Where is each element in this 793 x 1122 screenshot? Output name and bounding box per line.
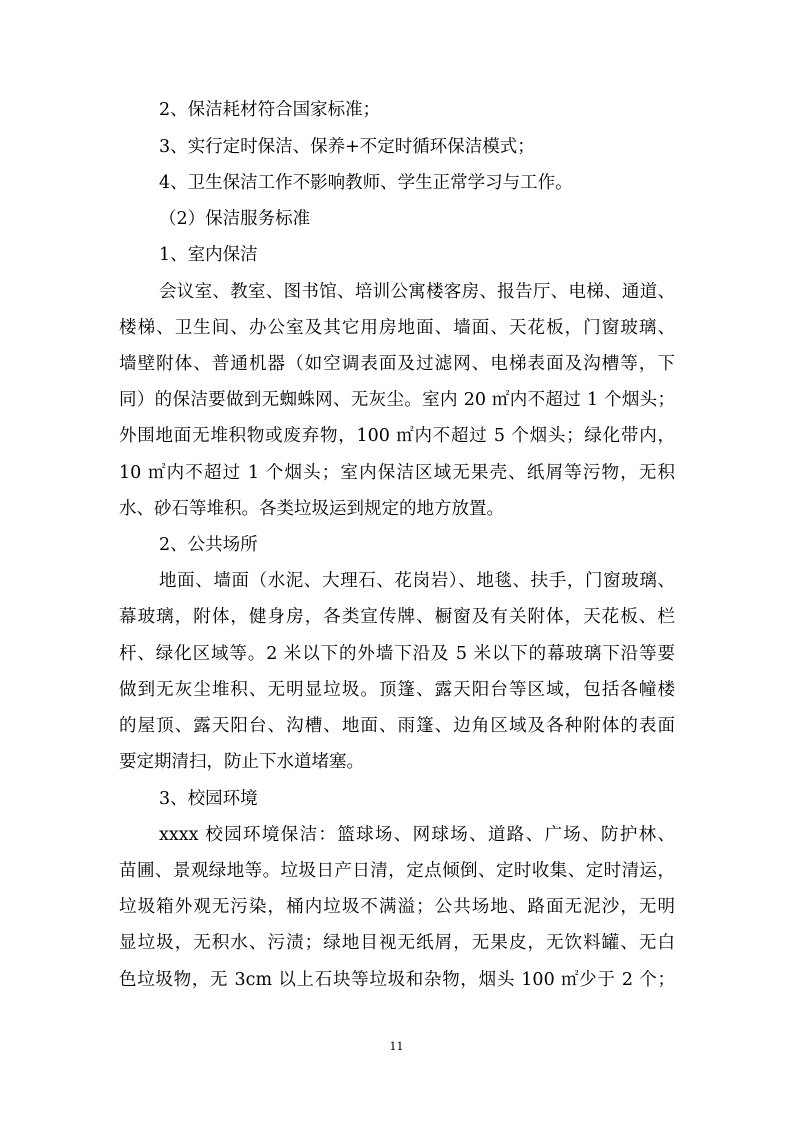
text-line: 苗圃、景观绿地等。垃圾日产日清，定点倾倒、定时收集、定时清运，: [119, 861, 675, 881]
text-line: 2、保洁耗材符合国家标准；: [159, 100, 381, 120]
text-line: 同）的保洁要做到无蜘蛛网、无灰尘。室内 20 ㎡内不超过 1 个烟头；: [119, 390, 675, 410]
text-line: 的屋顶、露天阳台、沟槽、地面、雨篷、边角区域及各种附体的表面: [119, 716, 675, 736]
text-line: 显垃圾，无积水、污渍；绿地目视无纸屑，无果皮，无饮料罐、无白: [119, 933, 675, 953]
text-line: 外围地面无堆积物或废弃物，100 ㎡内不超过 5 个烟头；绿化带内，: [119, 426, 675, 446]
text-line: 地面、墙面（水泥、大理石、花岗岩）、地毯、扶手，门窗玻璃、: [159, 571, 675, 591]
text-line: 4、卫生保洁工作不影响教师、学生正常学习与工作。: [159, 173, 573, 193]
text-line: 3、实行定时保洁、保养+不定时循环保洁模式；: [159, 137, 535, 157]
subsection-heading: 2、公共场所: [159, 535, 258, 555]
text-line: 水、砂石等堆积。各类垃圾运到规定的地方放置。: [119, 499, 504, 519]
text-line: 墙壁附体、普通机器（如空调表面及过滤网、电梯表面及沟槽等，下: [119, 354, 675, 374]
text-line: 楼梯、卫生间、办公室及其它用房地面、墙面、天花板，门窗玻璃、: [119, 318, 675, 338]
text-line: 做到无灰尘堆积、无明显垃圾。顶篷、露天阳台等区域，包括各幢楼: [119, 680, 675, 700]
text-line: 10 ㎡内不超过 1 个烟头；室内保洁区域无果壳、纸屑等污物，无积: [119, 463, 675, 483]
text-line: xxxx 校园环境保洁：篮球场、网球场、道路、广场、防护林、: [159, 825, 675, 845]
subsection-heading: 1、室内保洁: [159, 245, 258, 265]
section-heading: （2）保洁服务标准: [159, 209, 311, 229]
page-number: 11: [389, 1040, 404, 1053]
text-line: 色垃圾物，无 3cm 以上石块等垃圾和杂物，烟头 100 ㎡少于 2 个；: [119, 970, 675, 990]
text-line: 会议室、教室、图书馆、培训公寓楼客房、报告厅、电梯、通道、: [159, 282, 675, 302]
text-line: 幕玻璃，附体，健身房，各类宣传牌、橱窗及有关附体，天花板、栏: [119, 607, 675, 627]
text-line: 垃圾箱外观无污染，桶内垃圾不满溢；公共场地、路面无泥沙，无明: [119, 897, 675, 917]
text-line: 杆、绿化区域等。2 米以下的外墙下沿及 5 米以下的幕玻璃下沿等要: [119, 644, 675, 664]
text-line: 要定期清扫，防止下水道堵塞。: [119, 752, 364, 772]
subsection-heading: 3、校园环境: [159, 789, 258, 809]
